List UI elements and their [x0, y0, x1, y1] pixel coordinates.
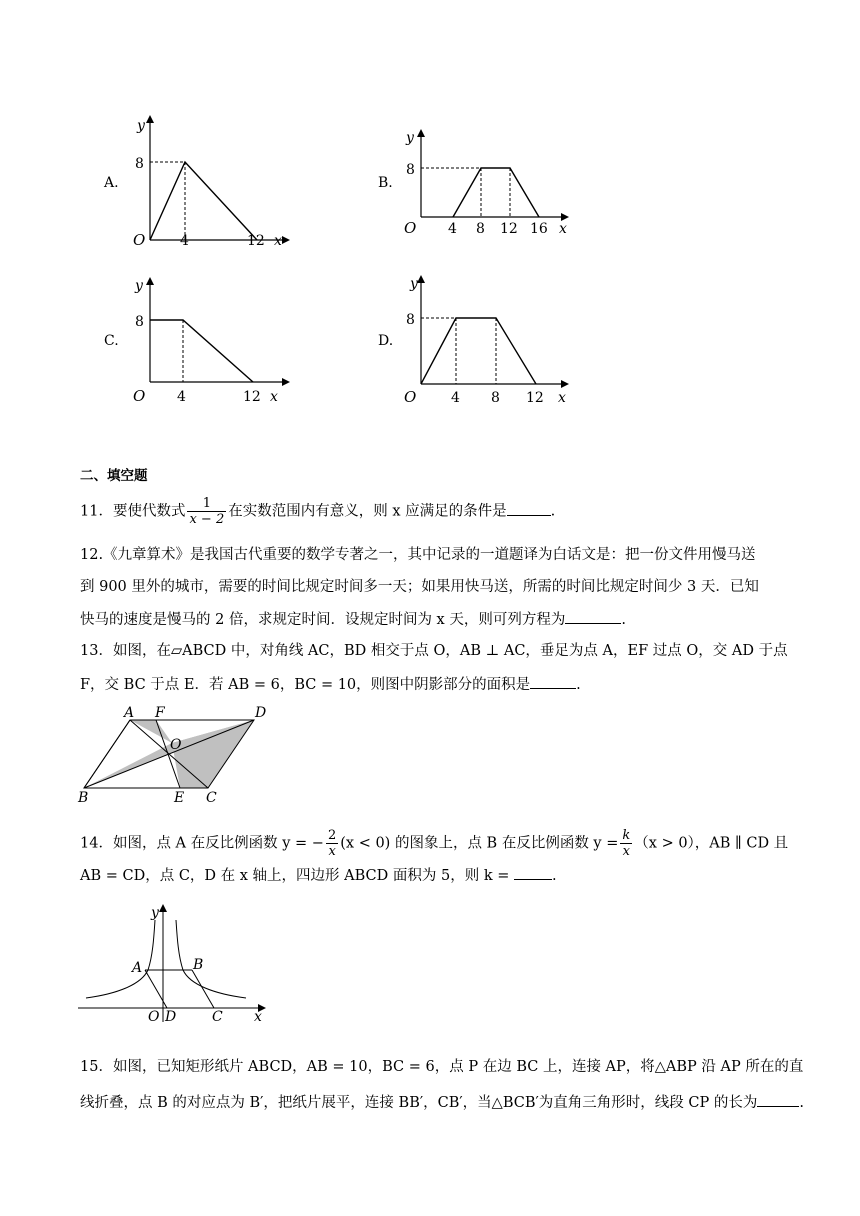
q14-fraction-1	[326, 828, 338, 859]
q14-answer-blank[interactable]	[514, 865, 552, 880]
q13-label-e: E	[174, 790, 185, 806]
q11-rest: 在实数范围内有意义，则 x 应满足的条件是	[228, 503, 507, 520]
q15-line1: 15．如图，已知矩形纸片 ABCD，AB = 10，BC = 6，点 P 在边 BC 上，连接 AP，将△ABP 沿 AP 所在的直	[80, 1059, 804, 1075]
option-a-xtick-12: 12	[247, 233, 265, 249]
q14-part1: 14．如图，点 A 在反比例函数 y = −	[80, 835, 324, 852]
option-b-origin: O	[404, 219, 417, 237]
q13-label-a: A	[124, 705, 135, 721]
q14-label-a: A	[132, 960, 143, 976]
option-a-graph	[125, 112, 295, 252]
q12-end: .	[621, 612, 626, 628]
question-14-line2	[80, 865, 780, 886]
q15-answer-blank[interactable]	[757, 1092, 799, 1107]
q11-fraction	[187, 496, 226, 527]
q11-frac-num: 1	[187, 496, 226, 512]
q14-label-c: C	[212, 1009, 223, 1025]
option-a-ytick: 8	[135, 156, 144, 172]
q11-frac-den: x − 2	[189, 512, 225, 527]
option-b-x: x	[559, 221, 567, 237]
option-a-label: A.	[104, 175, 119, 191]
option-c-origin: O	[133, 387, 146, 405]
q13-shade-right	[172, 720, 254, 788]
q14-frac1-num: 2	[327, 828, 337, 843]
option-d-xtick-8: 8	[491, 390, 500, 406]
option-d-xtick-12: 12	[526, 390, 544, 406]
option-b-xtick-8: 8	[476, 221, 485, 237]
q14-label-d: D	[165, 1009, 177, 1025]
q14-label-o: O	[148, 1009, 160, 1025]
option-c-graph	[125, 274, 295, 409]
option-d-graph	[396, 272, 576, 412]
option-b-graph	[396, 126, 576, 241]
option-b-xtick-4: 4	[448, 221, 457, 237]
q15-end: .	[799, 1095, 804, 1111]
section-title: 二、填空题	[80, 468, 148, 484]
question-11	[80, 496, 780, 527]
option-d-y: y	[410, 276, 418, 292]
q13-label-d: D	[255, 705, 267, 721]
q14-end: .	[551, 868, 557, 884]
q14-frac2-num: k	[622, 828, 631, 843]
q15-line2: 线折叠，点 B 的对应点为 B′，把纸片展平，连接 BB′，CB′，当△BCB′为直角三角形时，线段 CP 的长为	[80, 1095, 758, 1111]
q14-label-x: x	[254, 1009, 262, 1025]
question-14-line1	[80, 828, 789, 859]
q14-fraction-2	[620, 828, 632, 859]
option-a-origin: O	[133, 231, 146, 249]
option-b-ytick: 8	[406, 162, 415, 178]
option-b-y: y	[406, 130, 414, 146]
option-a-y: y	[137, 118, 145, 134]
option-d-x: x	[558, 390, 566, 406]
q13-label-c: C	[206, 790, 217, 806]
option-d-label: D.	[378, 333, 394, 349]
q13-label-o: O	[170, 737, 182, 753]
option-d-origin: O	[404, 388, 417, 406]
q13-end: .	[576, 677, 581, 693]
q14-part2: (x < 0) 的图象上，点 B 在反比例函数 y =	[340, 835, 619, 852]
question-15-line2	[80, 1092, 804, 1113]
option-d-xtick-4: 4	[451, 390, 460, 406]
q11-lead: 11．要使代数式	[80, 503, 186, 520]
option-c-ytick: 8	[135, 314, 144, 330]
q13-line1: 13．如图，在▱ABCD 中，对角线 AC，BD 相交于点 O，AB ⊥ AC，垂足为点 A，EF 过点 O，交 AD 于点	[80, 643, 788, 659]
q13-figure	[74, 704, 284, 806]
q11-end: .	[550, 503, 556, 520]
q14-line2: AB = CD，点 C，D 在 x 轴上，四边形 ABCD 面积为 5，则 k =	[80, 868, 510, 884]
q13-label-b: B	[78, 790, 89, 806]
q14-label-y: y	[151, 905, 159, 921]
q14-figure	[76, 900, 276, 1025]
q13-line2: F，交 BC 于点 E．若 AB = 6，BC = 10，则图中阴影部分的面积是	[80, 677, 531, 693]
option-d-ytick: 8	[406, 312, 415, 328]
option-a-xtick-4: 4	[180, 233, 189, 249]
q14-part3: （x > 0），AB ∥ CD 且	[634, 835, 789, 852]
q11-answer-blank[interactable]	[507, 501, 551, 516]
option-a-x: x	[274, 233, 282, 249]
option-b-label: B.	[378, 175, 393, 191]
option-c-xtick-12: 12	[243, 389, 261, 405]
q12-line1: 12.《九章算术》是我国古代重要的数学专著之一，其中记录的一道题译为白话文是：把一份文件用慢马送	[80, 547, 756, 563]
option-c-label: C.	[104, 333, 119, 349]
q13-label-f: F	[155, 705, 165, 721]
question-12-line3	[80, 609, 780, 630]
q12-answer-blank[interactable]	[565, 609, 621, 624]
q13-answer-blank[interactable]	[530, 674, 576, 689]
q14-label-b: B	[193, 957, 204, 973]
option-c-xtick-4: 4	[177, 389, 186, 405]
q14-frac2-den: x	[622, 844, 630, 859]
option-b-xtick-12: 12	[500, 221, 518, 237]
q12-line3: 快马的速度是慢马的 2 倍，求规定时间．设规定时间为 x 天，则可列方程为	[80, 612, 566, 628]
q14-frac1-den: x	[328, 844, 336, 859]
q12-line2: 到 900 里外的城市，需要的时间比规定时间多一天；如果用快马送，所需的时间比规定时间少 3 天．已知	[80, 579, 759, 595]
option-c-y: y	[135, 278, 143, 294]
option-c-x: x	[270, 389, 278, 405]
option-b-xtick-16: 16	[530, 221, 548, 237]
question-13-line2	[80, 674, 780, 695]
q13-shade-top-left	[130, 720, 172, 743]
